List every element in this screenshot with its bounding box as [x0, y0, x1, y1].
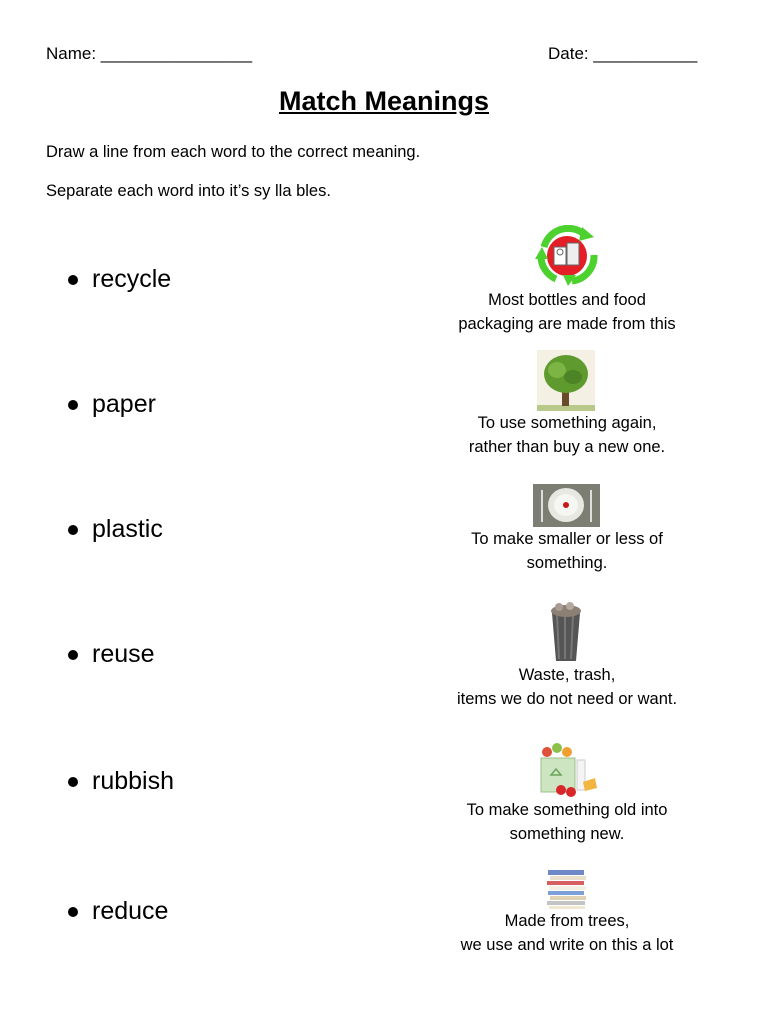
paper-stack-icon: [546, 868, 589, 910]
bullet-icon: [68, 777, 78, 787]
word-label: rubbish: [92, 767, 174, 795]
page-title: Match Meanings: [278, 86, 490, 116]
word-label: reduce: [92, 897, 169, 925]
meaning-item: [416, 909, 718, 957]
meaning-item: [416, 288, 718, 336]
bullet-icon: [68, 275, 78, 285]
meaning-line: Most bottles and food: [488, 291, 646, 309]
tree-icon: [537, 350, 595, 411]
meaning-line: To use something again,: [477, 414, 657, 432]
word-label: paper: [92, 390, 156, 418]
empty-plate-icon: [533, 484, 600, 527]
word-label: recycle: [92, 265, 172, 293]
bullet-icon: [68, 525, 78, 535]
word-item-recycle: [68, 265, 171, 294]
bullet-icon: [68, 907, 78, 917]
meaning-line: To make something old into: [466, 801, 668, 819]
meaning-item: [416, 798, 718, 846]
word-item-rubbish: [68, 767, 174, 796]
meaning-item: [416, 411, 718, 459]
bullet-icon: [68, 650, 78, 660]
word-item-paper: [68, 390, 156, 419]
meaning-line: Made from trees,: [504, 912, 630, 930]
word-item-reuse: [68, 640, 155, 669]
meaning-line: rather than buy a new one.: [468, 438, 666, 456]
meaning-item: [416, 663, 718, 711]
instruction-draw-line: Draw a line from each word to the correct meaning.: [46, 143, 421, 161]
instruction-syllables: Separate each word into it’s sy lla bles.: [46, 182, 331, 200]
meaning-line: To make smaller or less of: [471, 530, 663, 548]
meaning-line: items we do not need or want.: [456, 690, 678, 708]
word-item-reduce: [68, 897, 168, 926]
meaning-line: Waste, trash,: [518, 666, 616, 684]
meaning-line: something.: [526, 554, 608, 572]
name-field-label: Name: ________________: [46, 44, 253, 63]
grocery-bag-icon: [537, 740, 599, 798]
trash-bin-icon: [545, 601, 587, 662]
date-field-label: Date: ___________: [548, 44, 698, 63]
meaning-line: packaging are made from this: [458, 315, 676, 333]
meaning-item: [416, 527, 718, 575]
recycle-arrows-icon: [532, 225, 602, 287]
meaning-line: we use and write on this a lot: [460, 936, 674, 954]
meaning-line: something new.: [509, 825, 625, 843]
word-item-plastic: [68, 515, 163, 544]
bullet-icon: [68, 400, 78, 410]
word-label: plastic: [92, 515, 163, 543]
word-label: reuse: [92, 640, 155, 668]
